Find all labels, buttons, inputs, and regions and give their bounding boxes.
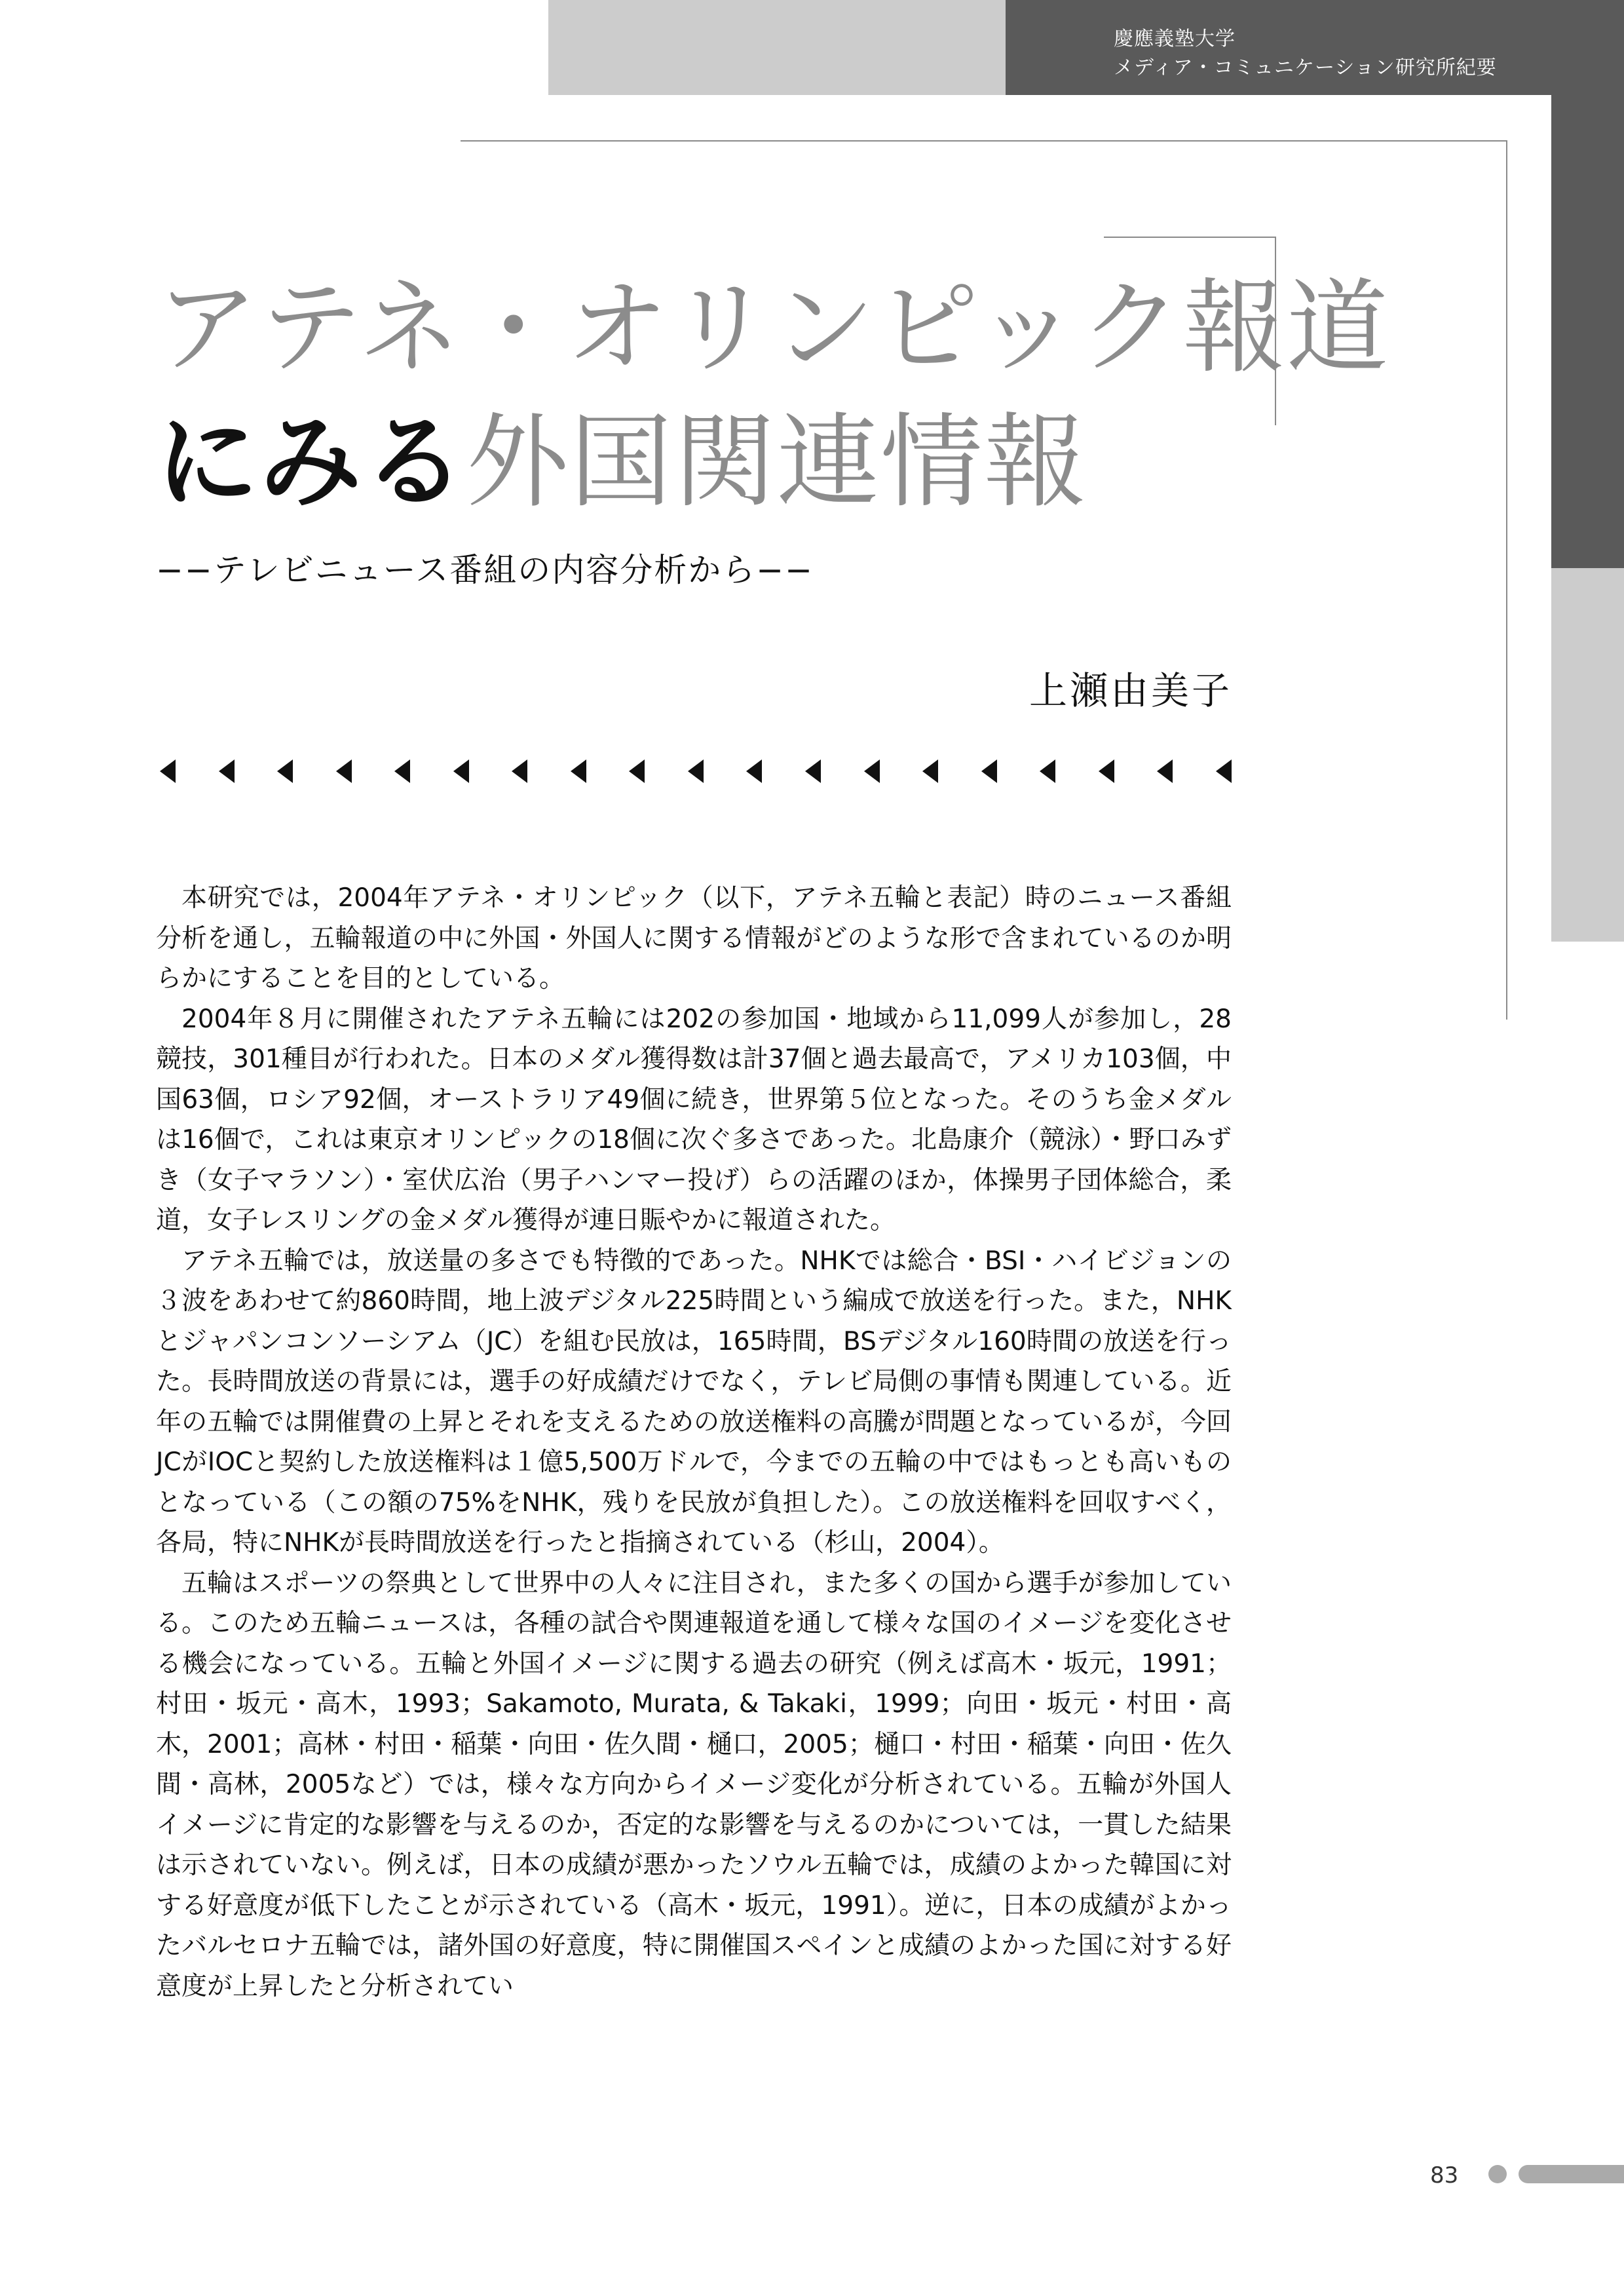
left-triangle-icon bbox=[571, 759, 586, 783]
header-light-band bbox=[548, 0, 1006, 95]
left-triangle-icon bbox=[805, 759, 821, 783]
left-triangle-icon bbox=[160, 759, 176, 783]
author: 上瀬由美子 bbox=[1029, 668, 1232, 713]
left-triangle-icon bbox=[1216, 759, 1232, 783]
page-dot-icon bbox=[1488, 2165, 1507, 2183]
side-tab-light bbox=[1551, 568, 1624, 942]
article-body bbox=[156, 878, 1232, 2006]
left-triangle-icon bbox=[453, 759, 469, 783]
left-triangle-icon bbox=[688, 759, 704, 783]
left-triangle-icon bbox=[219, 759, 235, 783]
paragraph-1: 本研究では，2004年アテネ・オリンピック（以下，アテネ五輪と表記）時のニュース番組分析を通し，五輪報道の中に外国・外国人に関する情報がどのような形で含まれているのか明らかにすることを目的としている。 bbox=[156, 883, 1232, 993]
left-triangle-icon bbox=[629, 759, 645, 783]
title-bracket-top bbox=[1104, 237, 1276, 238]
journal-name: メディア・コミュニケーション研究所紀要 bbox=[1114, 56, 1497, 79]
left-triangle-icon bbox=[394, 759, 410, 783]
title-line-1: アテネ・オリンピック報道 bbox=[156, 268, 1390, 387]
arrow-divider bbox=[160, 755, 1232, 788]
left-triangle-icon bbox=[864, 759, 880, 783]
left-triangle-icon bbox=[1157, 759, 1173, 783]
page-number: 83 bbox=[1430, 2162, 1459, 2189]
title-line-2-black: にみる bbox=[156, 402, 466, 522]
page-bar bbox=[1519, 2165, 1624, 2183]
left-triangle-icon bbox=[1099, 759, 1114, 783]
left-triangle-icon bbox=[336, 759, 352, 783]
frame-line-top bbox=[461, 140, 1507, 142]
left-triangle-icon bbox=[1040, 759, 1055, 783]
paragraph-2: 2004年８月に開催されたアテネ五輪には202の参加国・地域から11,099人が参加し，28競技，301種目が行われた。日本のメダル獲得数は計37個と過去最高で，アメリカ103個，中国63個，ロシア92個，オーストラリア49個に続き，世界第５位となった。そのうち金メダルは16個で，これは東京オリンピックの18個に次ぐ多さであった。北島康介（競泳）・野口みずき（女子マラソン）・室伏広治（男子ハンマー投げ）らの活躍のほか，体操男子団体総合，柔道，女子レスリングの金メダル獲得が連日賑やかに報道された。 bbox=[156, 1004, 1232, 1235]
left-triangle-icon bbox=[746, 759, 762, 783]
journal-university: 慶應義塾大学 bbox=[1114, 28, 1236, 50]
left-triangle-icon bbox=[277, 759, 293, 783]
left-triangle-icon bbox=[981, 759, 997, 783]
left-triangle-icon bbox=[922, 759, 938, 783]
title-line-2-gray: 外国関連情報 bbox=[466, 402, 1087, 522]
subtitle: −−テレビニュース番組の内容分析から−− bbox=[156, 551, 814, 589]
left-triangle-icon bbox=[512, 759, 527, 783]
paragraph-4: 五輪はスポーツの祭典として世界中の人々に注目され，また多くの国から選手が参加している。このため五輪ニュースは，各種の試合や関連報道を通して様々な国のイメージを変化させる機会になっている。五輪と外国イメージに関する過去の研究（例えば高木・坂元，1991；村田・坂元・高木，1993；Sakamoto, Murata, & Takaki，1999；向田・坂元・村田・高木，2001；高林・村田・稲葉・向田・佐久間・樋口，2005；樋口・村田・稲葉・向田・佐久間・高林，2005など）では，様々な方向からイメージ変化が分析されている。五輪が外国人イメージに肯定的な影響を与えるのか，否定的な影響を与えるのかについては，一貫した結果は示されていない。例えば，日本の成績が悪かったソウル五輪では，成績のよかった韓国に対する好意度が低下したことが示されている（高木・坂元，1991）。逆に，日本の成績がよかったバルセロナ五輪では，諸外国の好意度，特に開催国スペインと成績のよかった国に対する好意度が上昇したと分析されてい bbox=[156, 1568, 1232, 2001]
title-line-2 bbox=[156, 400, 1087, 524]
journal-header bbox=[1114, 25, 1497, 83]
frame-line-right bbox=[1506, 140, 1507, 1020]
paragraph-3: アテネ五輪では，放送量の多さでも特徴的であった。NHKでは総合・BSI・ハイビジョンの３波をあわせて約860時間，地上波デジタル225時間という編成で放送を行った。また，NHKとジャパンコンソーシアム（JC）を組む民放は，165時間，BSデジタル160時間の放送を行った。長時間放送の背景には，選手の好成績だけでなく，テレビ局側の事情も関連している。近年の五輪では開催費の上昇とそれを支えるための放送権料の高騰が問題となっているが，今回JCがIOCと契約した放送権料は１億5,500万ドルで，今までの五輪の中ではもっとも高いものとなっている（この額の75%をNHK，残りを民放が負担した）。この放送権料を回収すべく，各局，特にNHKが長時間放送を行ったと指摘されている（杉山，2004）。 bbox=[156, 1246, 1232, 1558]
side-tab-dark bbox=[1551, 95, 1624, 568]
